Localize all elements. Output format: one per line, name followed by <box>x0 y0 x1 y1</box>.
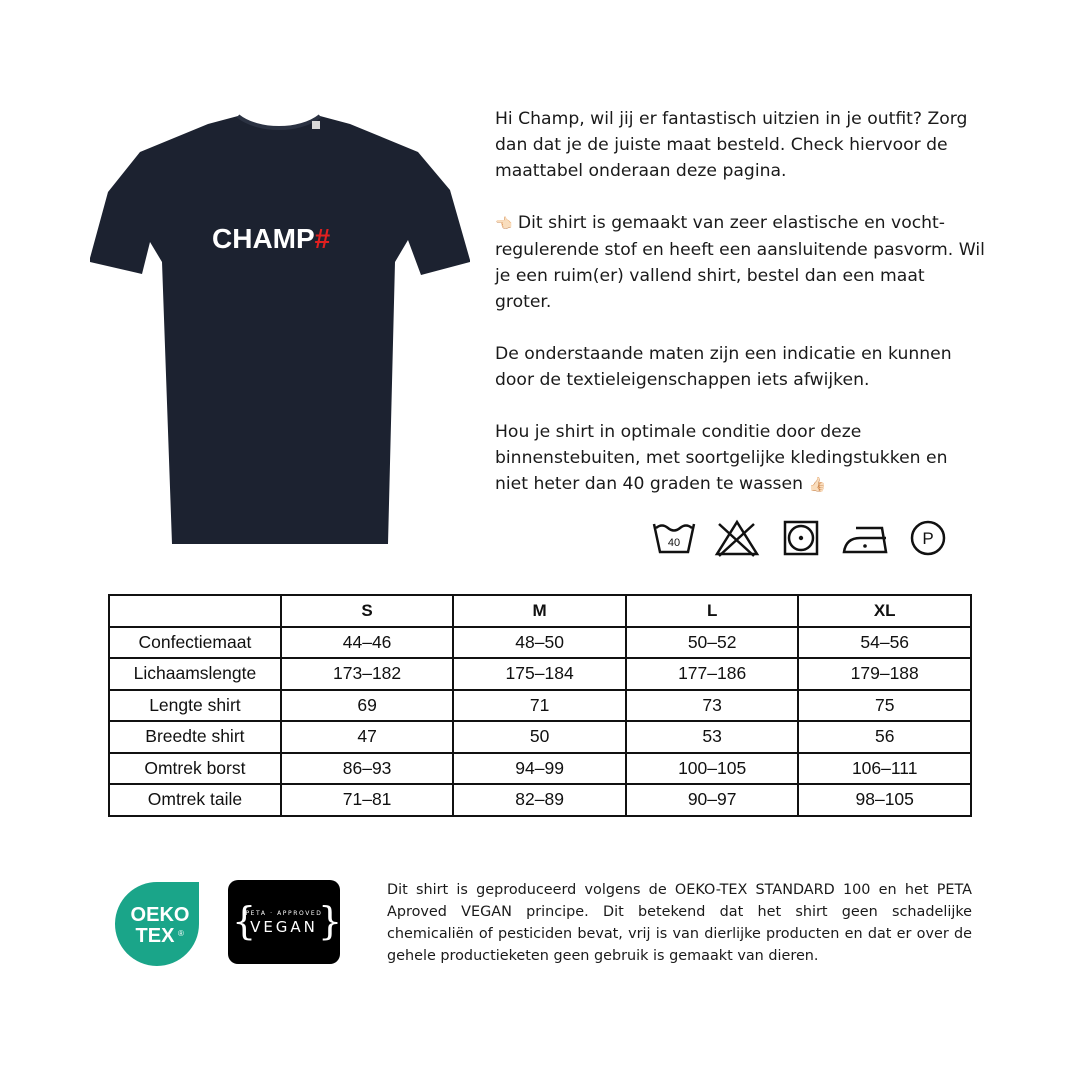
svg-text:40: 40 <box>667 537 681 549</box>
header-size-l: L <box>626 595 799 627</box>
row-label: Omtrek taile <box>109 784 281 816</box>
table-cell: 175–184 <box>453 658 626 690</box>
left-brace-icon: { <box>232 899 257 943</box>
intro-paragraph-4: Hou je shirt in optimale conditie door deze binnenstebuiten, met soortgelijke kledingstukken en niet heter dan 40 graden te wassen 👍🏻 <box>495 422 948 494</box>
intro-paragraph-2: 👈🏻 Dit shirt is gemaakt van zeer elastische en vocht-regulerende stof en heeft een aansluitende pasvorm. Wil je een ruim(er) vallend shirt, bestel dan een maat groter. <box>495 213 985 312</box>
care-instructions <box>652 518 952 558</box>
row-label: Lichaamslengte <box>109 658 281 690</box>
row-label: Confectiemaat <box>109 627 281 659</box>
table-cell: 54–56 <box>798 627 971 659</box>
table-cell: 50–52 <box>626 627 799 659</box>
table-cell: 100–105 <box>626 753 799 785</box>
table-cell: 94–99 <box>453 753 626 785</box>
dry-clean-p-icon <box>908 518 948 558</box>
table-cell: 179–188 <box>798 658 971 690</box>
oeko-tex-logo <box>115 880 201 968</box>
thumbs-up-icon: 👍🏻 <box>808 477 826 493</box>
table-cell: 71 <box>453 690 626 722</box>
table-cell: 177–186 <box>626 658 799 690</box>
table-header-row <box>109 595 971 627</box>
table-row <box>109 627 971 659</box>
header-size-xl: XL <box>798 595 971 627</box>
size-chart-table <box>108 594 972 817</box>
table-row <box>109 721 971 753</box>
svg-text:TEX: TEX <box>135 925 175 947</box>
peta-vegan-logo <box>228 880 343 964</box>
tumble-dry-icon <box>782 518 820 558</box>
header-empty-cell <box>109 595 281 627</box>
table-cell: 86–93 <box>281 753 454 785</box>
right-brace-icon: } <box>318 899 343 943</box>
vegan-label: VEGAN <box>250 918 318 936</box>
header-size-m: M <box>453 595 626 627</box>
tshirt-body <box>90 116 470 544</box>
svg-text:®: ® <box>178 929 184 938</box>
intro-paragraph-3: De onderstaande maten zijn een indicatie en kunnen door de textieleigenschappen iets afwijken. <box>495 344 952 390</box>
wash-40-icon <box>652 518 696 558</box>
table-cell: 44–46 <box>281 627 454 659</box>
table-cell: 50 <box>453 721 626 753</box>
product-description <box>495 106 985 524</box>
svg-text:OEKO: OEKO <box>130 904 190 926</box>
table-cell: 75 <box>798 690 971 722</box>
table-row <box>109 658 971 690</box>
table-cell: 71–81 <box>281 784 454 816</box>
table-cell: 173–182 <box>281 658 454 690</box>
header-size-s: S <box>281 595 454 627</box>
row-label: Lengte shirt <box>109 690 281 722</box>
no-bleach-icon <box>714 518 760 558</box>
table-cell: 56 <box>798 721 971 753</box>
row-label: Breedte shirt <box>109 721 281 753</box>
row-label: Omtrek borst <box>109 753 281 785</box>
print-text: CHAMP# <box>212 223 331 254</box>
svg-text:P: P <box>922 529 934 548</box>
table-cell: 82–89 <box>453 784 626 816</box>
table-cell: 47 <box>281 721 454 753</box>
table-cell: 90–97 <box>626 784 799 816</box>
table-cell: 53 <box>626 721 799 753</box>
intro-paragraph-1: Hi Champ, wil jij er fantastisch uitzien in je outfit? Zorg dan dat je de juiste maat besteld. Check hiervoor de maattabel onderaan deze pagina. <box>495 109 968 181</box>
table-row <box>109 784 971 816</box>
pointing-hand-icon: 👈🏻 <box>495 216 513 232</box>
table-cell: 106–111 <box>798 753 971 785</box>
table-cell: 69 <box>281 690 454 722</box>
peta-approved-label: PETA · APPROVED <box>245 910 323 917</box>
table-cell: 48–50 <box>453 627 626 659</box>
table-row <box>109 753 971 785</box>
table-cell: 98–105 <box>798 784 971 816</box>
table-row <box>109 690 971 722</box>
table-cell: 73 <box>626 690 799 722</box>
certification-text: Dit shirt is geproduceerd volgens de OEKO-TEX STANDARD 100 en het PETA Aproved VEGAN principe. Dit betekend dat het shirt geen schadelijke chemicaliën of pesticiden bevat, vrij is van dierlijke producten en dat er over de gehele productieketen geen gebruik is gemaakt van dieren. <box>387 882 972 964</box>
tshirt-image <box>88 112 472 548</box>
iron-low-icon <box>842 518 894 558</box>
